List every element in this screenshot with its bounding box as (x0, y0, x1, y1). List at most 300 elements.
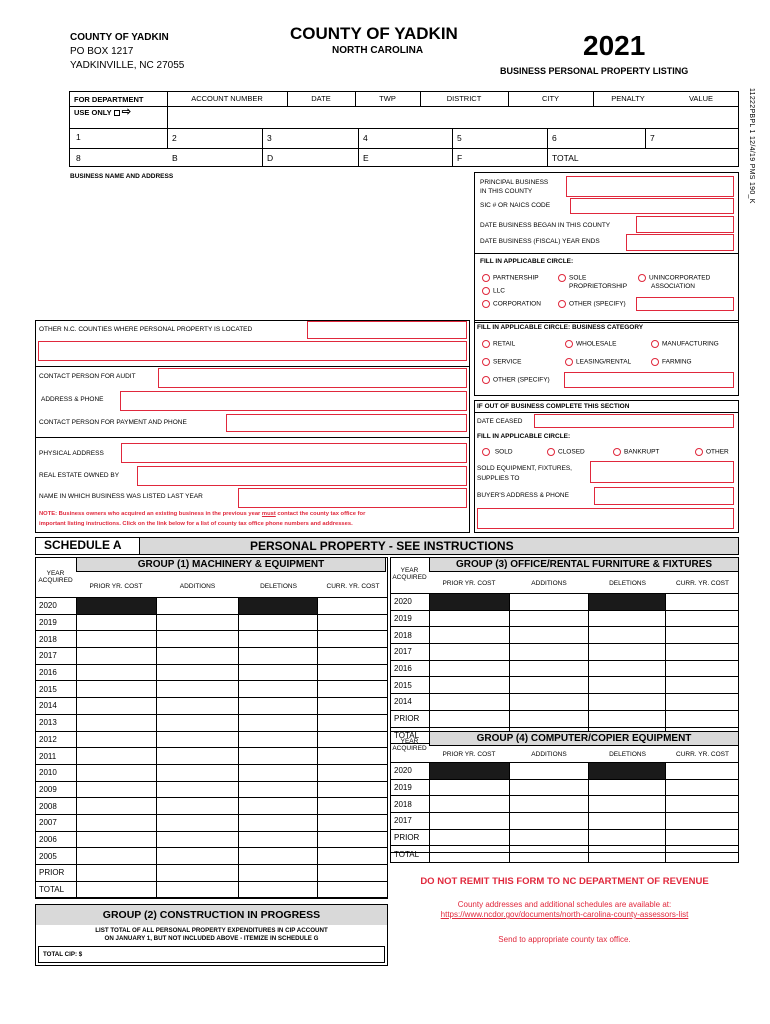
g1-year-label: YEAR ACQUIRED (38, 570, 73, 584)
g3-year-cell: PRIOR (391, 710, 430, 727)
g4-row (391, 779, 739, 796)
form-subtitle: NORTH CAROLINA (332, 45, 424, 56)
date-began-label: DATE BUSINESS BEGAN IN THIS COUNTY (480, 222, 611, 229)
g1-row (36, 631, 388, 648)
g1-curr-cost-cell[interactable] (318, 781, 388, 798)
g3-row (391, 710, 739, 727)
g3-year-cell: 2017 (391, 644, 430, 661)
principal-business-label: PRINCIPAL BUSINESS (480, 179, 549, 186)
buyer-field-2[interactable] (477, 508, 734, 529)
g1-curr-cost-cell[interactable] (318, 698, 388, 715)
g1-row (36, 798, 388, 815)
g1-row (36, 764, 388, 781)
unincorporated-option[interactable]: UNINCORPORATED (638, 274, 710, 282)
sold-to-field[interactable] (590, 461, 734, 483)
g1-curr-cost-cell[interactable] (318, 764, 388, 781)
note-text: NOTE: Business owners who acquired an existing business in the previous year must contact the county tax office for (39, 511, 366, 517)
g1-deletions-cell[interactable] (239, 614, 318, 631)
g1-prior-cost-cell[interactable] (76, 764, 156, 781)
g1-deletions-cell[interactable] (239, 664, 318, 681)
g1-year-cell: 2013 (36, 714, 77, 731)
note-text-2: important listing instructions. Click on the link below for a list of county tax office phone numbers and addresses. (39, 521, 353, 527)
category-other-radio[interactable] (482, 376, 490, 384)
dept-col-penalty: PENALTY (611, 94, 645, 103)
g3-row (391, 627, 739, 644)
retail-option[interactable]: RETAIL (482, 340, 515, 348)
group3-title: GROUP (3) OFFICE/RENTAL FURNITURE & FIXTURES (429, 557, 739, 572)
g1-curr-cost-cell[interactable] (318, 714, 388, 731)
date-ceased-label: DATE CEASED (477, 418, 523, 425)
g3-additions-cell[interactable] (509, 710, 589, 727)
group3-table (390, 593, 739, 744)
g3-prior-cost-cell[interactable] (429, 694, 509, 711)
g3-prior-cost-cell[interactable] (429, 644, 509, 661)
g1-additions-cell[interactable] (156, 781, 239, 798)
g3-year-cell: TOTAL (391, 727, 430, 744)
business-name-address-field[interactable] (70, 183, 468, 321)
g1-prior-cost-cell[interactable] (76, 748, 156, 765)
g3-additions-cell[interactable] (509, 677, 589, 694)
g1-year-cell: 2019 (36, 614, 77, 631)
g1-additions-cell[interactable] (156, 881, 239, 898)
out-fill-label: FILL IN APPLICABLE CIRCLE: (477, 433, 571, 440)
corporation-option[interactable]: CORPORATION (482, 300, 541, 308)
g3-row (391, 660, 739, 677)
principal-business-field[interactable] (566, 176, 734, 197)
g1-prior-cost-cell[interactable] (76, 781, 156, 798)
g4-row (391, 829, 739, 846)
g1-deletions-cell[interactable] (239, 781, 318, 798)
g3-row (391, 594, 739, 611)
g1-row (36, 865, 388, 882)
total-cip-field[interactable] (38, 946, 385, 963)
g4-year-cell: 2020 (391, 763, 430, 780)
closed-option[interactable]: CLOSED (547, 448, 585, 456)
g1-row (36, 748, 388, 765)
g4-year-cell: TOTAL (391, 846, 430, 863)
service-radio[interactable] (482, 358, 490, 366)
g3-deletions-cell[interactable] (589, 627, 666, 644)
g4-prior-cost-cell[interactable] (429, 829, 509, 846)
g4-curr-cost-cell[interactable] (666, 796, 739, 813)
g4-additions-cell[interactable] (509, 796, 589, 813)
g1-prior-cost-cell[interactable] (76, 881, 156, 898)
g3-prior-cost-cell[interactable] (429, 594, 509, 611)
other-counties-field-1[interactable] (307, 321, 467, 339)
g1-deletions-cell[interactable] (239, 698, 318, 715)
form-title: COUNTY OF YADKIN (290, 24, 458, 43)
g4-additions-cell[interactable] (509, 829, 589, 846)
category-other-option[interactable]: OTHER (SPECIFY) (482, 376, 550, 384)
g1-deletions-cell[interactable] (239, 865, 318, 882)
g1-prior-cost-cell[interactable] (76, 831, 156, 848)
g4-prior-cost-cell[interactable] (429, 796, 509, 813)
g3-deletions-cell[interactable] (589, 594, 666, 611)
g3-curr-cost-cell[interactable] (666, 594, 739, 611)
g1-deletions-cell[interactable] (239, 648, 318, 665)
g3-prior-cost-cell[interactable] (429, 627, 509, 644)
g4-row (391, 796, 739, 813)
address-phone-field[interactable] (120, 391, 467, 411)
group4-title: GROUP (4) COMPUTER/COPIER EQUIPMENT (429, 731, 739, 746)
g1-prior-cost-cell[interactable] (76, 865, 156, 882)
g1-additions-cell[interactable] (156, 598, 239, 615)
g1-additions-cell[interactable] (156, 748, 239, 765)
g3-year-cell: 2018 (391, 627, 430, 644)
g1-prior-cost-cell[interactable] (76, 681, 156, 698)
g1-curr-cost-cell[interactable] (318, 831, 388, 848)
g3-deletions-cell[interactable] (589, 644, 666, 661)
g4-additions-cell[interactable] (509, 813, 589, 830)
g1-year-cell: PRIOR (36, 865, 77, 882)
g3-prior-cost-cell[interactable] (429, 610, 509, 627)
g3-curr-cost-cell[interactable] (666, 660, 739, 677)
g1-prior-cost-cell[interactable] (76, 814, 156, 831)
assessors-link-anchor[interactable]: https://www.ncdor.gov/documents/north-carolina-county-assessors-list (440, 910, 689, 919)
g1-curr-cost-cell[interactable] (318, 881, 388, 898)
g1-additions-cell[interactable] (156, 731, 239, 748)
g3-year-cell: 2014 (391, 694, 430, 711)
association-label: ASSOCIATION (651, 283, 695, 290)
g1-curr-cost-cell[interactable] (318, 814, 388, 831)
no-remit-notice: DO NOT REMIT THIS FORM TO NC DEPARTMENT OF REVENUE (420, 876, 709, 887)
g1-curr-cost-cell[interactable] (318, 731, 388, 748)
year-ends-label: DATE BUSINESS (FISCAL) YEAR ENDS (480, 238, 600, 245)
category-title: FILL IN APPLICABLE CIRCLE: BUSINESS CATEGORY (477, 324, 644, 331)
g1-row (36, 614, 388, 631)
g1-deletions-cell[interactable] (239, 681, 318, 698)
g4-curr-cost-header: CURR. YR. COST (676, 751, 729, 758)
sic-field[interactable] (570, 198, 734, 214)
g3-prior-cost-header: PRIOR YR. COST (442, 580, 496, 587)
g4-year-cell: PRIOR (391, 829, 430, 846)
sold-radio[interactable] (482, 448, 490, 456)
g1-year-cell: 2009 (36, 781, 77, 798)
dept-cell-8: 8 (76, 153, 81, 163)
g1-additions-cell[interactable] (156, 814, 239, 831)
g1-curr-cost-cell[interactable] (318, 865, 388, 882)
g4-curr-cost-cell[interactable] (666, 779, 739, 796)
g3-curr-cost-header: CURR. YR. COST (676, 580, 729, 587)
g4-year-label: YEAR ACQUIRED (392, 738, 427, 752)
g3-prior-cost-cell[interactable] (429, 677, 509, 694)
g3-additions-cell[interactable] (509, 610, 589, 627)
in-county-label: IN THIS COUNTY (480, 188, 533, 195)
g3-deletions-cell[interactable] (589, 610, 666, 627)
g1-year-cell: 2017 (36, 648, 77, 665)
sold-option[interactable]: SOLD (482, 448, 513, 456)
g4-additions-cell[interactable] (509, 779, 589, 796)
g4-prior-cost-cell[interactable] (429, 813, 509, 830)
g4-curr-cost-cell[interactable] (666, 829, 739, 846)
g1-row (36, 814, 388, 831)
other-specify-radio[interactable] (558, 300, 566, 308)
g3-deletions-cell[interactable] (589, 710, 666, 727)
g1-additions-cell[interactable] (156, 664, 239, 681)
schedule-title: PERSONAL PROPERTY - SEE INSTRUCTIONS (250, 539, 514, 553)
g1-row (36, 848, 388, 865)
g4-curr-cost-cell[interactable] (666, 846, 739, 863)
g1-row (36, 781, 388, 798)
g1-year-cell: 2007 (36, 814, 77, 831)
g1-deletions-cell[interactable] (239, 598, 318, 615)
g1-deletions-cell[interactable] (239, 764, 318, 781)
po-box: PO BOX 1217 (70, 46, 134, 57)
g1-curr-cost-cell[interactable] (318, 664, 388, 681)
g1-prior-cost-cell[interactable] (76, 648, 156, 665)
g1-year-cell: 2020 (36, 598, 77, 615)
g1-prior-cost-cell[interactable] (76, 731, 156, 748)
g1-deletions-cell[interactable] (239, 714, 318, 731)
dept-cell-3: 3 (267, 133, 272, 143)
g4-row (391, 763, 739, 780)
dept-cell-1: 1 (76, 132, 81, 142)
retail-radio[interactable] (482, 340, 490, 348)
g1-deletions-cell[interactable] (239, 731, 318, 748)
g1-additions-cell[interactable] (156, 631, 239, 648)
g3-prior-cost-cell[interactable] (429, 660, 509, 677)
llc-option[interactable]: LLC (482, 287, 505, 295)
out-other-radio[interactable] (695, 448, 703, 456)
year-ends-field[interactable] (626, 234, 734, 251)
g3-curr-cost-cell[interactable] (666, 694, 739, 711)
g1-deletions-cell[interactable] (239, 881, 318, 898)
g1-deletions-cell[interactable] (239, 814, 318, 831)
g1-additions-cell[interactable] (156, 831, 239, 848)
g3-curr-cost-cell[interactable] (666, 677, 739, 694)
group4-table (390, 762, 739, 863)
leasing-radio[interactable] (565, 358, 573, 366)
g4-deletions-cell[interactable] (589, 813, 666, 830)
g4-deletions-cell[interactable] (589, 779, 666, 796)
bankrupt-radio[interactable] (613, 448, 621, 456)
corporation-radio[interactable] (482, 300, 490, 308)
g2-note-2: ON JANUARY 1, BUT NOT INCLUDED ABOVE - ITEMIZE IN SCHEDULE G (104, 935, 319, 942)
g1-prior-cost-cell[interactable] (76, 798, 156, 815)
g1-prior-cost-header: PRIOR YR. COST (89, 583, 143, 590)
g1-prior-cost-cell[interactable] (76, 714, 156, 731)
dept-col-city: CITY (541, 94, 560, 103)
g4-deletions-cell[interactable] (589, 829, 666, 846)
unincorporated-radio[interactable] (638, 274, 646, 282)
g1-prior-cost-cell[interactable] (76, 631, 156, 648)
partnership-radio[interactable] (482, 274, 490, 282)
g3-additions-header: ADDITIONS (531, 580, 567, 587)
buyer-field-1[interactable] (594, 487, 734, 505)
other-counties-field-2[interactable] (38, 341, 467, 361)
g3-row (391, 677, 739, 694)
g3-row (391, 610, 739, 627)
form-year: 2021 (583, 30, 646, 61)
g1-row (36, 698, 388, 715)
other-counties-label: OTHER N.C. COUNTIES WHERE PERSONAL PROPERTY IS LOCATED (39, 326, 253, 333)
g3-year-cell: 2015 (391, 677, 430, 694)
g1-prior-cost-cell[interactable] (76, 848, 156, 865)
g4-prior-cost-cell[interactable] (429, 763, 509, 780)
g1-additions-cell[interactable] (156, 648, 239, 665)
leasing-option[interactable]: LEASING/RENTAL (565, 358, 631, 366)
g1-year-cell: 2008 (36, 798, 77, 815)
g1-additions-cell[interactable] (156, 848, 239, 865)
g1-curr-cost-header: CURR. YR. COST (326, 583, 380, 590)
date-ceased-field[interactable] (534, 414, 734, 428)
farming-radio[interactable] (651, 358, 659, 366)
g1-year-cell: 2016 (36, 664, 77, 681)
city-line: YADKINVILLE, NC 27055 (70, 60, 185, 71)
g1-curr-cost-cell[interactable] (318, 848, 388, 865)
g4-curr-cost-cell[interactable] (666, 813, 739, 830)
wholesale-radio[interactable] (565, 340, 573, 348)
g1-additions-cell[interactable] (156, 764, 239, 781)
send-text: Send to appropriate county tax office. (498, 935, 631, 944)
g1-prior-cost-cell[interactable] (76, 664, 156, 681)
g3-deletions-cell[interactable] (589, 677, 666, 694)
real-estate-label: REAL ESTATE OWNED BY (39, 472, 120, 479)
sole-radio[interactable] (558, 274, 566, 282)
g4-additions-cell[interactable] (509, 763, 589, 780)
g1-deletions-cell[interactable] (239, 748, 318, 765)
g3-row (391, 644, 739, 661)
g4-year-cell: 2018 (391, 796, 430, 813)
supplies-to-label: SUPPLIES TO (477, 475, 520, 482)
g1-additions-cell[interactable] (156, 681, 239, 698)
g1-prior-cost-cell[interactable] (76, 598, 156, 615)
g1-deletions-cell[interactable] (239, 798, 318, 815)
g3-curr-cost-cell[interactable] (666, 710, 739, 727)
g1-additions-cell[interactable] (156, 698, 239, 715)
dept-cell-5: 5 (457, 133, 462, 143)
g4-curr-cost-cell[interactable] (666, 763, 739, 780)
partnership-option[interactable]: PARTNERSHIP (482, 274, 539, 282)
manufacturing-option[interactable]: MANUFACTURING (651, 340, 719, 348)
dept-cell-b: B (172, 153, 178, 163)
g1-curr-cost-cell[interactable] (318, 681, 388, 698)
g3-year-cell: 2020 (391, 594, 430, 611)
buyer-label: BUYER'S ADDRESS & PHONE (477, 492, 569, 499)
g2-note-1: LIST TOTAL OF ALL PERSONAL PROPERTY EXPENDITURES IN CIP ACCOUNT (95, 927, 328, 934)
g1-curr-cost-cell[interactable] (318, 631, 388, 648)
g1-additions-cell[interactable] (156, 865, 239, 882)
g3-year-cell: 2019 (391, 610, 430, 627)
other-specify-field[interactable] (636, 297, 734, 311)
date-began-field[interactable] (636, 216, 734, 233)
service-option[interactable]: SERVICE (482, 358, 521, 366)
out-other-option[interactable]: OTHER (695, 448, 729, 456)
assessors-link[interactable] (390, 910, 739, 919)
sic-label: SIC # OR NAICS CODE (480, 202, 551, 209)
dept-checkbox[interactable] (114, 110, 120, 116)
g4-deletions-cell[interactable] (589, 846, 666, 863)
g1-row (36, 681, 388, 698)
dept-cell-e: E (363, 153, 369, 163)
form-code: 11222PBPL 1 12/4/19 PMS 190_K (748, 88, 755, 204)
g3-deletions-cell[interactable] (589, 660, 666, 677)
g1-additions-cell[interactable] (156, 714, 239, 731)
g4-prior-cost-cell[interactable] (429, 779, 509, 796)
listed-last-field[interactable] (238, 488, 467, 508)
g3-additions-cell[interactable] (509, 627, 589, 644)
g3-additions-cell[interactable] (509, 644, 589, 661)
dept-col-value: VALUE (688, 94, 714, 103)
g4-deletions-cell[interactable] (589, 763, 666, 780)
group1-table (35, 597, 388, 898)
g1-year-cell: 2011 (36, 748, 77, 765)
g1-year-cell: 2018 (36, 631, 77, 648)
contact-audit-field[interactable] (158, 368, 467, 388)
out-of-business-title: IF OUT OF BUSINESS COMPLETE THIS SECTION (477, 403, 630, 410)
g1-prior-cost-cell[interactable] (76, 614, 156, 631)
g4-additions-cell[interactable] (509, 846, 589, 863)
g1-prior-cost-cell[interactable] (76, 698, 156, 715)
group2-title: GROUP (2) CONSTRUCTION IN PROGRESS (36, 905, 387, 925)
llc-radio[interactable] (482, 287, 490, 295)
g1-deletions-cell[interactable] (239, 831, 318, 848)
fill-circle-label: FILL IN APPLICABLE CIRCLE: (480, 258, 574, 265)
dept-col-account: ACCOUNT NUMBER (191, 94, 263, 103)
g1-additions-cell[interactable] (156, 614, 239, 631)
dept-label-2: USE ONLY ⇨ (74, 106, 131, 118)
other-specify-option[interactable]: OTHER (SPECIFY) (558, 300, 626, 308)
g1-additions-cell[interactable] (156, 798, 239, 815)
farming-option[interactable]: FARMING (651, 358, 692, 366)
g1-curr-cost-cell[interactable] (318, 648, 388, 665)
g1-year-cell: TOTAL (36, 881, 77, 898)
group1-title: GROUP (1) MACHINERY & EQUIPMENT (76, 557, 386, 572)
closed-radio[interactable] (547, 448, 555, 456)
sold-equipment-label: SOLD EQUIPMENT, FIXTURES, (477, 465, 572, 472)
g3-curr-cost-cell[interactable] (666, 644, 739, 661)
g1-additions-header: ADDITIONS (179, 583, 216, 590)
g3-deletions-header: DELETIONS (609, 580, 646, 587)
manufacturing-radio[interactable] (651, 340, 659, 348)
sole-option[interactable]: SOLE (558, 274, 586, 282)
g1-row (36, 664, 388, 681)
g3-curr-cost-cell[interactable] (666, 627, 739, 644)
wholesale-option[interactable]: WHOLESALE (565, 340, 616, 348)
physical-address-label: PHYSICAL ADDRESS (39, 450, 104, 457)
g1-deletions-cell[interactable] (239, 848, 318, 865)
g3-additions-cell[interactable] (509, 594, 589, 611)
g3-year-label: YEAR ACQUIRED (392, 567, 427, 581)
g3-curr-cost-cell[interactable] (666, 610, 739, 627)
g3-deletions-cell[interactable] (589, 694, 666, 711)
contact-payment-field[interactable] (226, 414, 467, 432)
g1-deletions-cell[interactable] (239, 631, 318, 648)
g3-additions-cell[interactable] (509, 694, 589, 711)
g1-year-cell: 2014 (36, 698, 77, 715)
g1-deletions-header: DELETIONS (260, 583, 297, 590)
dept-cell-total: TOTAL (552, 153, 579, 163)
physical-address-field[interactable] (121, 443, 467, 463)
dept-cell-7: 7 (650, 133, 655, 143)
dept-cell-2: 2 (172, 133, 177, 143)
dept-cell-4: 4 (363, 133, 368, 143)
g4-prior-cost-cell[interactable] (429, 846, 509, 863)
g1-curr-cost-cell[interactable] (318, 748, 388, 765)
g1-curr-cost-cell[interactable] (318, 614, 388, 631)
dept-cell-d: D (267, 153, 274, 163)
proprietorship-label: PROPRIETORSHIP (569, 283, 628, 290)
g4-deletions-cell[interactable] (589, 796, 666, 813)
g3-additions-cell[interactable] (509, 660, 589, 677)
bankrupt-option[interactable]: BANKRUPT (613, 448, 659, 456)
real-estate-field[interactable] (137, 466, 467, 486)
g1-curr-cost-cell[interactable] (318, 598, 388, 615)
g1-curr-cost-cell[interactable] (318, 798, 388, 815)
g4-prior-cost-header: PRIOR YR. COST (442, 751, 496, 758)
category-other-field[interactable] (564, 372, 734, 388)
g3-prior-cost-cell[interactable] (429, 710, 509, 727)
